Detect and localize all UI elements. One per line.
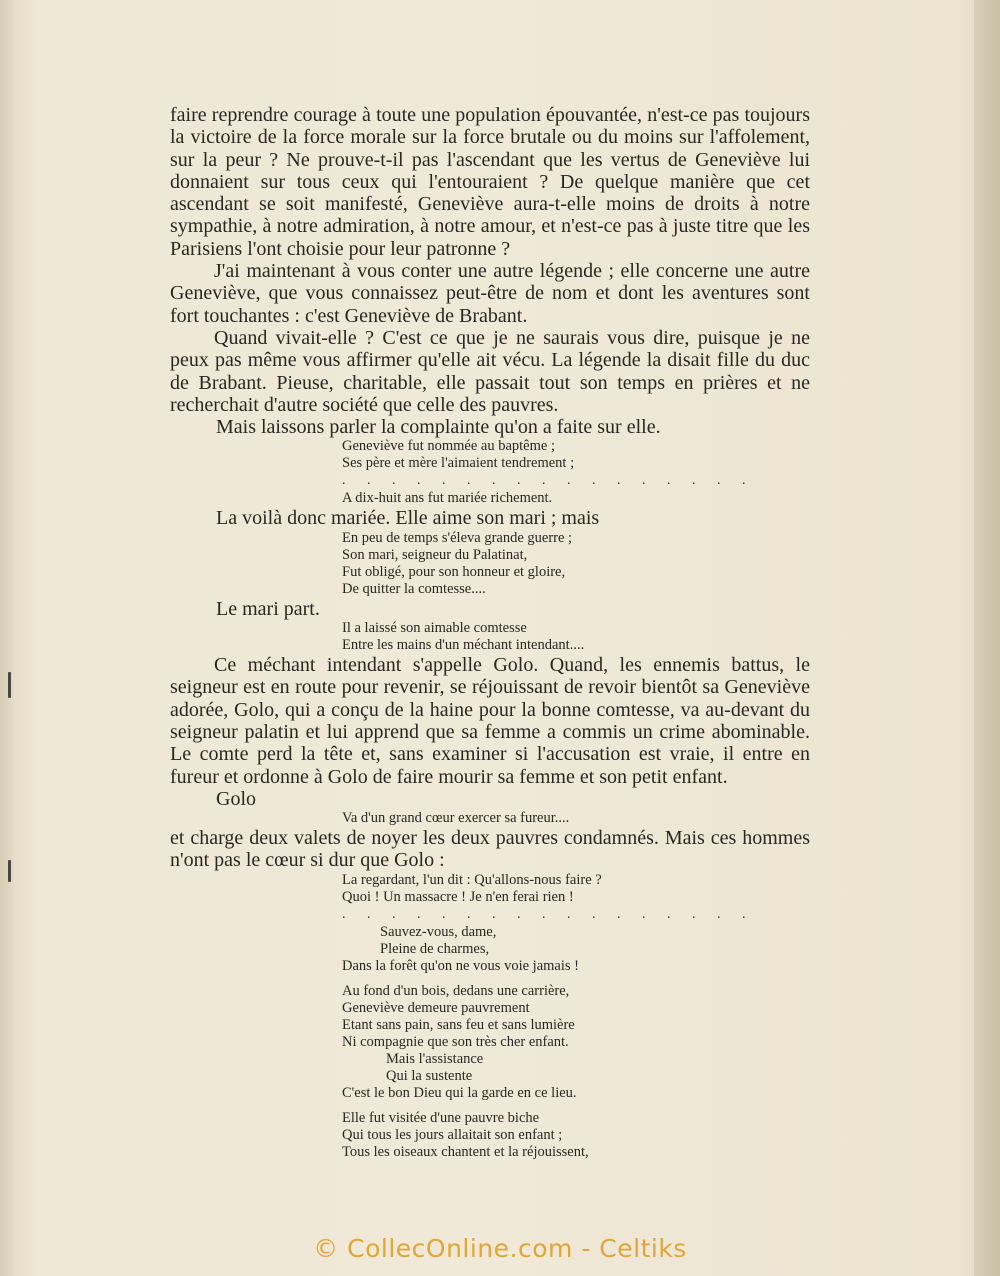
verse-line: Mais l'assistance bbox=[386, 1050, 484, 1067]
verse-line: Ni compagnie que son très cher enfant. bbox=[342, 1033, 569, 1050]
paragraph: Mais laissons parler la complainte qu'on a faite sur elle. bbox=[216, 416, 661, 439]
verse-block bbox=[170, 438, 810, 507]
verse-line: Au fond d'un bois, dedans une carrière, bbox=[342, 982, 570, 999]
verse-line: Qui tous les jours allaitait son enfant ; bbox=[342, 1126, 563, 1143]
verse-line: Qui la sustente bbox=[386, 1067, 473, 1084]
verse-line: En peu de temps s'éleva grande guerre ; bbox=[342, 529, 573, 546]
verse-line: Geneviève fut nommée au baptême ; bbox=[342, 438, 555, 455]
verse-line: Ses père et mère l'aimaient tendrement ; bbox=[342, 455, 575, 472]
paragraph: et charge deux valets de noyer les deux pauvres condamnés. Mais ces hommes n'ont pas le cœur si dur que Golo : bbox=[170, 827, 810, 872]
verse-line: Dans la forêt qu'on ne vous voie jamais ! bbox=[342, 957, 579, 974]
verse-line: Il a laissé son aimable comtesse bbox=[342, 620, 527, 637]
verse-line: Tous les oiseaux chantent et la réjouissent, bbox=[342, 1143, 589, 1160]
verse-line: Geneviève demeure pauvrement bbox=[342, 999, 530, 1016]
paragraph: Ce méchant intendant s'appelle Golo. Quand, les ennemis battus, le seigneur est en route pour revenir, se réjouissant de revoir bientôt sa Geneviève adorée, Golo, qui a conçu de la haine pour la bonne comtesse, va au-devant du seigneur palatin et lui apprend que sa femme a commis un crime abominable. Le comte perd la tête et, sans examiner si l'accusation est vraie, il entre en fureur et ordonne à Golo de faire mourir sa femme et son petit enfant. bbox=[170, 654, 810, 788]
verse-line: Son mari, seigneur du Palatinat, bbox=[342, 546, 528, 563]
ellipsis-row: . . . . . . . . . . . . . . . . . bbox=[342, 906, 755, 922]
binding-mark bbox=[8, 860, 11, 882]
verse-line: A dix-huit ans fut mariée richement. bbox=[342, 490, 553, 507]
verse-line: De quitter la comtesse.... bbox=[342, 580, 486, 597]
watermark: © CollecOnline.com - Celtiks bbox=[313, 1234, 687, 1263]
page-left-edge bbox=[0, 0, 14, 1276]
verse-line: Elle fut visitée d'une pauvre biche bbox=[342, 1109, 540, 1126]
paragraph: Quand vivait-elle ? C'est ce que je ne saurais vous dire, puisque je ne peux pas même vous affirmer qu'elle ait vécu. La légende la disait fille du duc de Brabant. Pieuse, charitable, elle passait tout son temps en prières et ne recherchait d'autre société que celle des pauvres. bbox=[170, 326, 810, 416]
paragraph: faire reprendre courage à toute une population épouvantée, n'est-ce pas toujours la victoire de la force morale sur la force brutale ou du moins sur l'affolement, sur la peur ? Ne prouve-t-il pas l'ascendant que les vertus de Geneviève lui donnaient sur tous ceux qui l'entouraient ? De quelque manière que cet ascendant se soit manifesté, Geneviève aura-t-elle moins de droits à notre sympathie, à notre admiration, à notre amour, et n'est-ce pas à juste titre que les Parisiens l'ont choisie pour leur patronne ? bbox=[170, 104, 810, 260]
paragraph: J'ai maintenant à vous conter une autre légende ; elle concerne une autre Geneviève, que vous connaissez peut-être de nom et dont les aventures sont fort touchantes : c'est Geneviève de Brabant. bbox=[170, 260, 810, 327]
verse-line: Entre les mains d'un méchant intendant.... bbox=[342, 637, 585, 654]
verse-block bbox=[170, 530, 810, 598]
paragraph: Golo bbox=[216, 787, 256, 810]
paragraph: Le mari part. bbox=[216, 597, 320, 620]
verse-line: C'est le bon Dieu qui la garde en ce lieu. bbox=[342, 1084, 577, 1101]
page-text bbox=[170, 104, 810, 1161]
verse-line: Fut obligé, pour son honneur et gloire, bbox=[342, 563, 566, 580]
paragraph: La voilà donc mariée. Elle aime son mari ; mais bbox=[216, 507, 600, 530]
verse-line: Va d'un grand cœur exercer sa fureur.... bbox=[342, 810, 570, 827]
verse-line: Sauvez-vous, dame, bbox=[380, 923, 497, 940]
ellipsis-row: . . . . . . . . . . . . . . . . . bbox=[342, 473, 755, 489]
verse-block bbox=[170, 872, 810, 1161]
verse-block bbox=[170, 620, 810, 654]
verse-line: La regardant, l'un dit : Qu'allons-nous faire ? bbox=[342, 871, 602, 888]
binding-mark bbox=[8, 672, 11, 698]
page-right-edge bbox=[974, 0, 1000, 1276]
verse-line: Etant sans pain, sans feu et sans lumière bbox=[342, 1016, 575, 1033]
verse-block bbox=[170, 810, 810, 827]
verse-line: Quoi ! Un massacre ! Je n'en ferai rien ! bbox=[342, 888, 574, 905]
verse-line: Pleine de charmes, bbox=[380, 940, 490, 957]
